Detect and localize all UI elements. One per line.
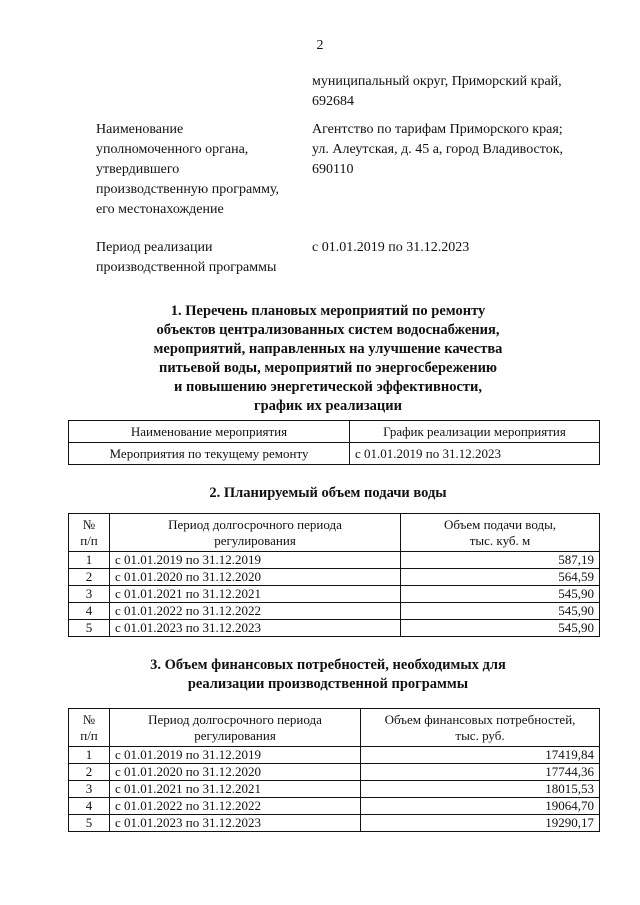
col-header: Объем финансовых потребностей, тыс. руб.: [361, 709, 600, 747]
table-header-row: [69, 421, 600, 443]
table-cell: 17744,36: [361, 764, 600, 781]
table-row: [69, 747, 600, 764]
table-cell: 2: [69, 569, 110, 586]
col-header: № п/п: [69, 514, 110, 552]
table-cell: с 01.01.2021 по 31.12.2021: [110, 781, 361, 798]
table-cell: с 01.01.2019 по 31.12.2023: [350, 443, 600, 465]
table-header-row: [69, 514, 600, 552]
table-row: [69, 569, 600, 586]
table-row: [69, 798, 600, 815]
table-cell: 18015,53: [361, 781, 600, 798]
table-cell: 1: [69, 552, 110, 569]
table-cell: с 01.01.2022 по 31.12.2022: [110, 798, 361, 815]
table-row: [69, 620, 600, 637]
table-cell: 587,19: [401, 552, 600, 569]
table-cell: 2: [69, 764, 110, 781]
table-row: [69, 781, 600, 798]
table-cell: 19290,17: [361, 815, 600, 832]
table-cell: с 01.01.2019 по 31.12.2019: [110, 747, 361, 764]
table-row: [69, 552, 600, 569]
period-value: с 01.01.2019 по 31.12.2023: [312, 240, 470, 255]
col-header: № п/п: [69, 709, 110, 747]
table-row: [69, 443, 600, 465]
table-row: [69, 603, 600, 620]
table-row: [69, 815, 600, 832]
col-header: Период долгосрочного периода регулирования: [110, 514, 401, 552]
table-cell: 545,90: [401, 586, 600, 603]
table-row: [69, 764, 600, 781]
col-header: Период долгосрочного периода регулирования: [110, 709, 361, 747]
section2-title: 2. Планируемый объем подачи воды: [209, 485, 447, 501]
table-cell: Мероприятия по текущему ремонту: [69, 443, 350, 465]
table-cell: 5: [69, 815, 110, 832]
page-number: 2: [316, 38, 324, 53]
financial-needs-table: [68, 708, 600, 832]
table-cell: с 01.01.2019 по 31.12.2019: [110, 552, 401, 569]
table-cell: 1: [69, 747, 110, 764]
section3-title: 3. Объем финансовых потребностей, необходимых для реализации производственной программы: [150, 657, 506, 692]
activities-table: [68, 420, 600, 465]
table-cell: с 01.01.2021 по 31.12.2021: [110, 586, 401, 603]
table-cell: с 01.01.2023 по 31.12.2023: [110, 815, 361, 832]
table-cell: с 01.01.2023 по 31.12.2023: [110, 620, 401, 637]
col-header: Объем подачи воды, тыс. куб. м: [401, 514, 600, 552]
table-cell: 545,90: [401, 603, 600, 620]
table-cell: 3: [69, 586, 110, 603]
table-cell: с 01.01.2020 по 31.12.2020: [110, 764, 361, 781]
authority-label: Наименование уполномоченного органа, утвердившего производственную программу, его местонахождение: [96, 122, 280, 217]
table-cell: 17419,84: [361, 747, 600, 764]
table-cell: 19064,70: [361, 798, 600, 815]
water-supply-table: [68, 513, 600, 637]
col-header: График реализации мероприятия: [350, 421, 600, 443]
period-label: Период реализации производственной программы: [96, 240, 277, 275]
table-header-row: [69, 709, 600, 747]
address-continuation: муниципальный округ, Приморский край, 692684: [312, 74, 562, 109]
table-row: [69, 586, 600, 603]
table-cell: 545,90: [401, 620, 600, 637]
authority-value: Агентство по тарифам Приморского края; ул. Алеутская, д. 45 а, город Владивосток, 690110: [312, 122, 563, 177]
table-cell: 5: [69, 620, 110, 637]
table-cell: 4: [69, 603, 110, 620]
col-header: Наименование мероприятия: [69, 421, 350, 443]
table-cell: 3: [69, 781, 110, 798]
table-cell: 564,59: [401, 569, 600, 586]
section1-title: 1. Перечень плановых мероприятий по ремонту объектов централизованных систем водоснабжения, мероприятий, направленных на улучшение качества питьевой воды, мероприятий по энергосбережению и повышению энергетической эффективности, график их реализации: [153, 303, 503, 414]
table-cell: с 01.01.2022 по 31.12.2022: [110, 603, 401, 620]
table-cell: с 01.01.2020 по 31.12.2020: [110, 569, 401, 586]
table-cell: 4: [69, 798, 110, 815]
